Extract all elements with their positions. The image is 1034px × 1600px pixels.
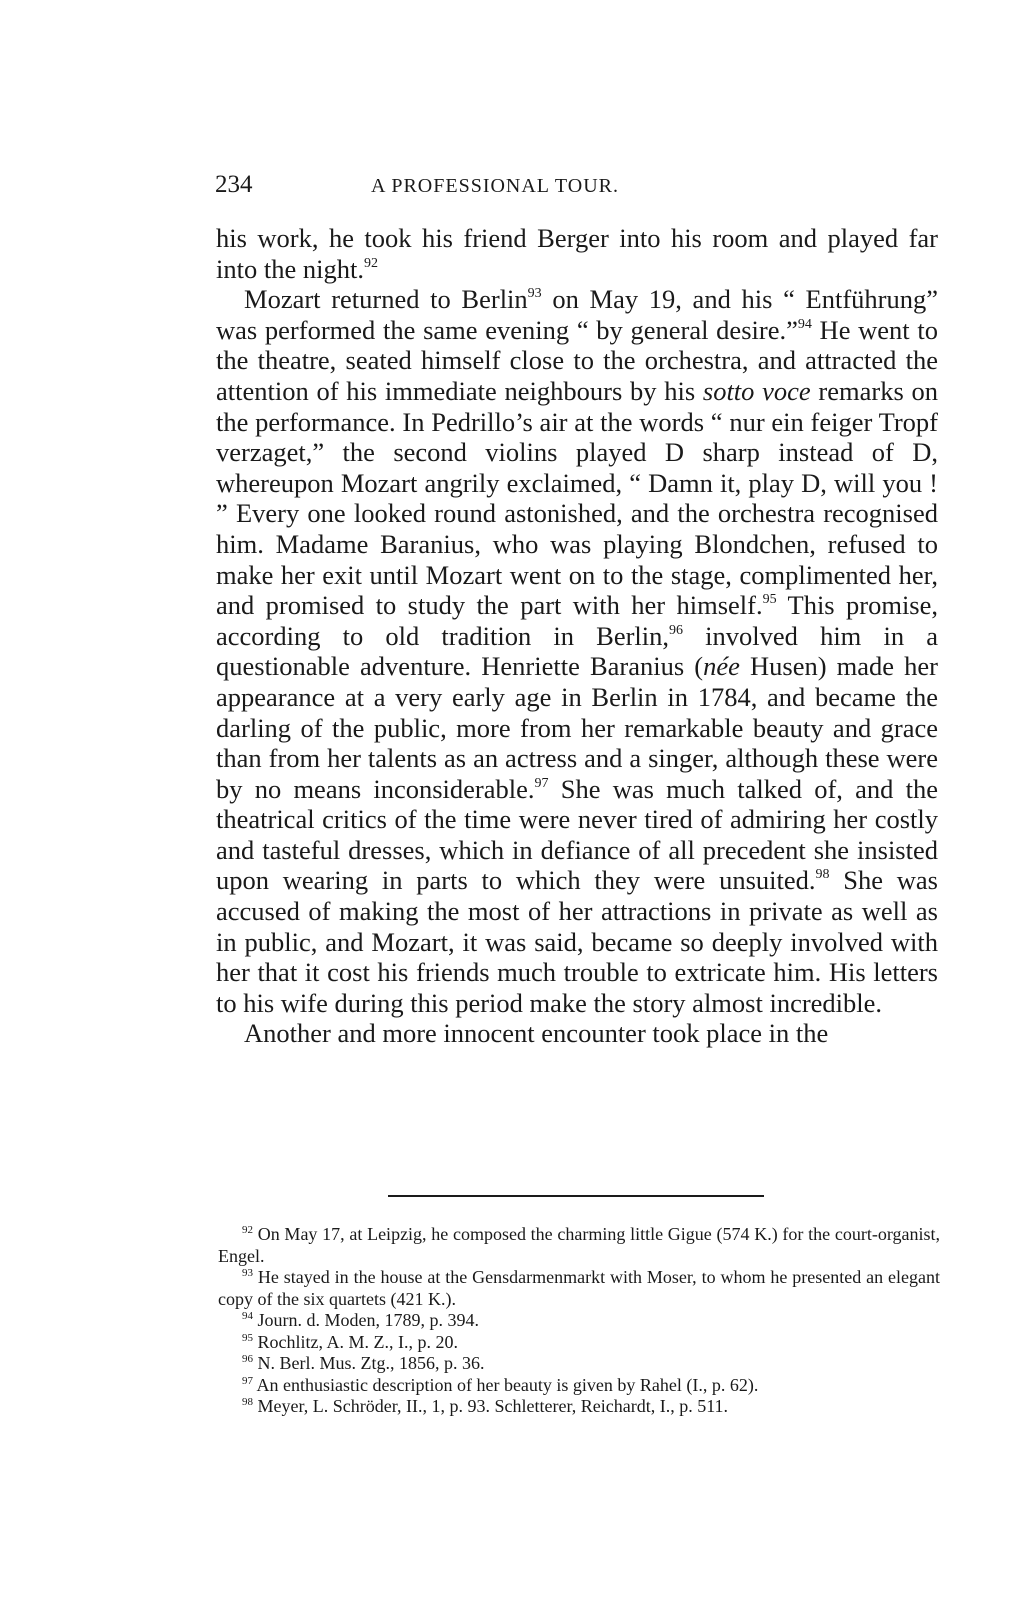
footnote-divider bbox=[388, 1195, 764, 1197]
italic-phrase: née bbox=[703, 651, 740, 682]
footnote-ref: 97 bbox=[534, 775, 549, 791]
footnote-94: $^{94}$ Journ. d. Moden, 1789, p. 394. bbox=[242, 1310, 479, 1330]
footnote-ref: 92 bbox=[363, 255, 378, 271]
italic-phrase: sotto voce bbox=[702, 375, 811, 406]
footnote-97: $^{97}$ An enthusiastic description of her beauty is given by Rahel (I., p. 62). bbox=[242, 1374, 759, 1395]
footnote-ref: 93 bbox=[527, 286, 542, 302]
footnote-93: $^{93}$ He stayed in the house at the Gensdarmenmarkt with Moser, to whom he presented an elegant copy of the six quartets (421 K.). bbox=[218, 1267, 940, 1309]
footnote-92: $^{92}$ On May 17, at Leipzig, he composed the charming little Gigue (574 K.) for the court-organist, Engel. bbox=[218, 1224, 940, 1266]
footnote-ref: 96 bbox=[669, 622, 684, 638]
footnote-98: $^{98}$ Meyer, L. Schröder, II., 1, p. 93. Schletterer, Reichardt, I., p. 511. bbox=[242, 1396, 729, 1416]
footnote-96: $^{96}$ N. Berl. Mus. Ztg., 1856, p. 36. bbox=[242, 1353, 485, 1373]
page-number: 234 bbox=[215, 171, 253, 198]
footnotes bbox=[218, 1224, 940, 1418]
page-header bbox=[215, 171, 945, 203]
running-title: A PROFESSIONAL TOUR. bbox=[370, 175, 620, 197]
footnote-ref: 95 bbox=[762, 592, 777, 608]
paragraph-1: his work, he took his friend Berger into his room and played far into the night.$^{92}$ bbox=[216, 223, 938, 284]
body-text bbox=[216, 223, 938, 1049]
footnote-95: $^{95}$ Rochlitz, A. M. Z., I., p. 20. bbox=[242, 1331, 458, 1352]
paragraph-2: Mozart returned to Berlin$^{93}$ on May 19, and his “ Entführung” was performed the same evening “ by general desire.”$^{94}$ He went to the theatre, seated himself close to the orchestra, and attracted the attention of his immediate neighbours by his sotto voce remarks on the performance. In Pedrillo’s air at the words “ nur ein feiger Tropf verzaget,” the second violins played D sharp instead of D, whereupon Mozart angrily exclaimed, “ Damn it, play D, will you ! ” Every one looked round astonished, and the orchestra recognised him. Madame Baranius, who was playing Blondchen, refused to make her exit until Mozart went on to the stage, complimented her, and promised to study the part with her himself.$^{95}$ This promise, according to old tradition in Berlin,$^{96}$ involved him in a questionable adventure. Henriette Baranius (née Husen) made her appearance at a very early age in Berlin in 1784, and became the darling of the public, more from her remarkable beauty and grace than from her talents as an actress and a singer, although these were by no means inconsiderable.$^{97}$ She was much talked of, and the theatrical critics of the time were never tired of admiring her costly and tasteful dresses, which in defiance of all precedent she insisted upon wearing in parts to which they were unsuited.$^{98}$ She was accused of making the most of her attractions in private as well as in public, and Mozart, it was said, became so deeply involved with her that it cost his friends much trouble to extricate him. His letters to his wife during this period make the story almost incredible. bbox=[216, 284, 939, 1018]
paragraph-3: Another and more innocent encounter took place in the bbox=[244, 1018, 829, 1049]
footnote-ref: 98 bbox=[815, 867, 830, 883]
footnote-ref: 94 bbox=[797, 316, 812, 332]
